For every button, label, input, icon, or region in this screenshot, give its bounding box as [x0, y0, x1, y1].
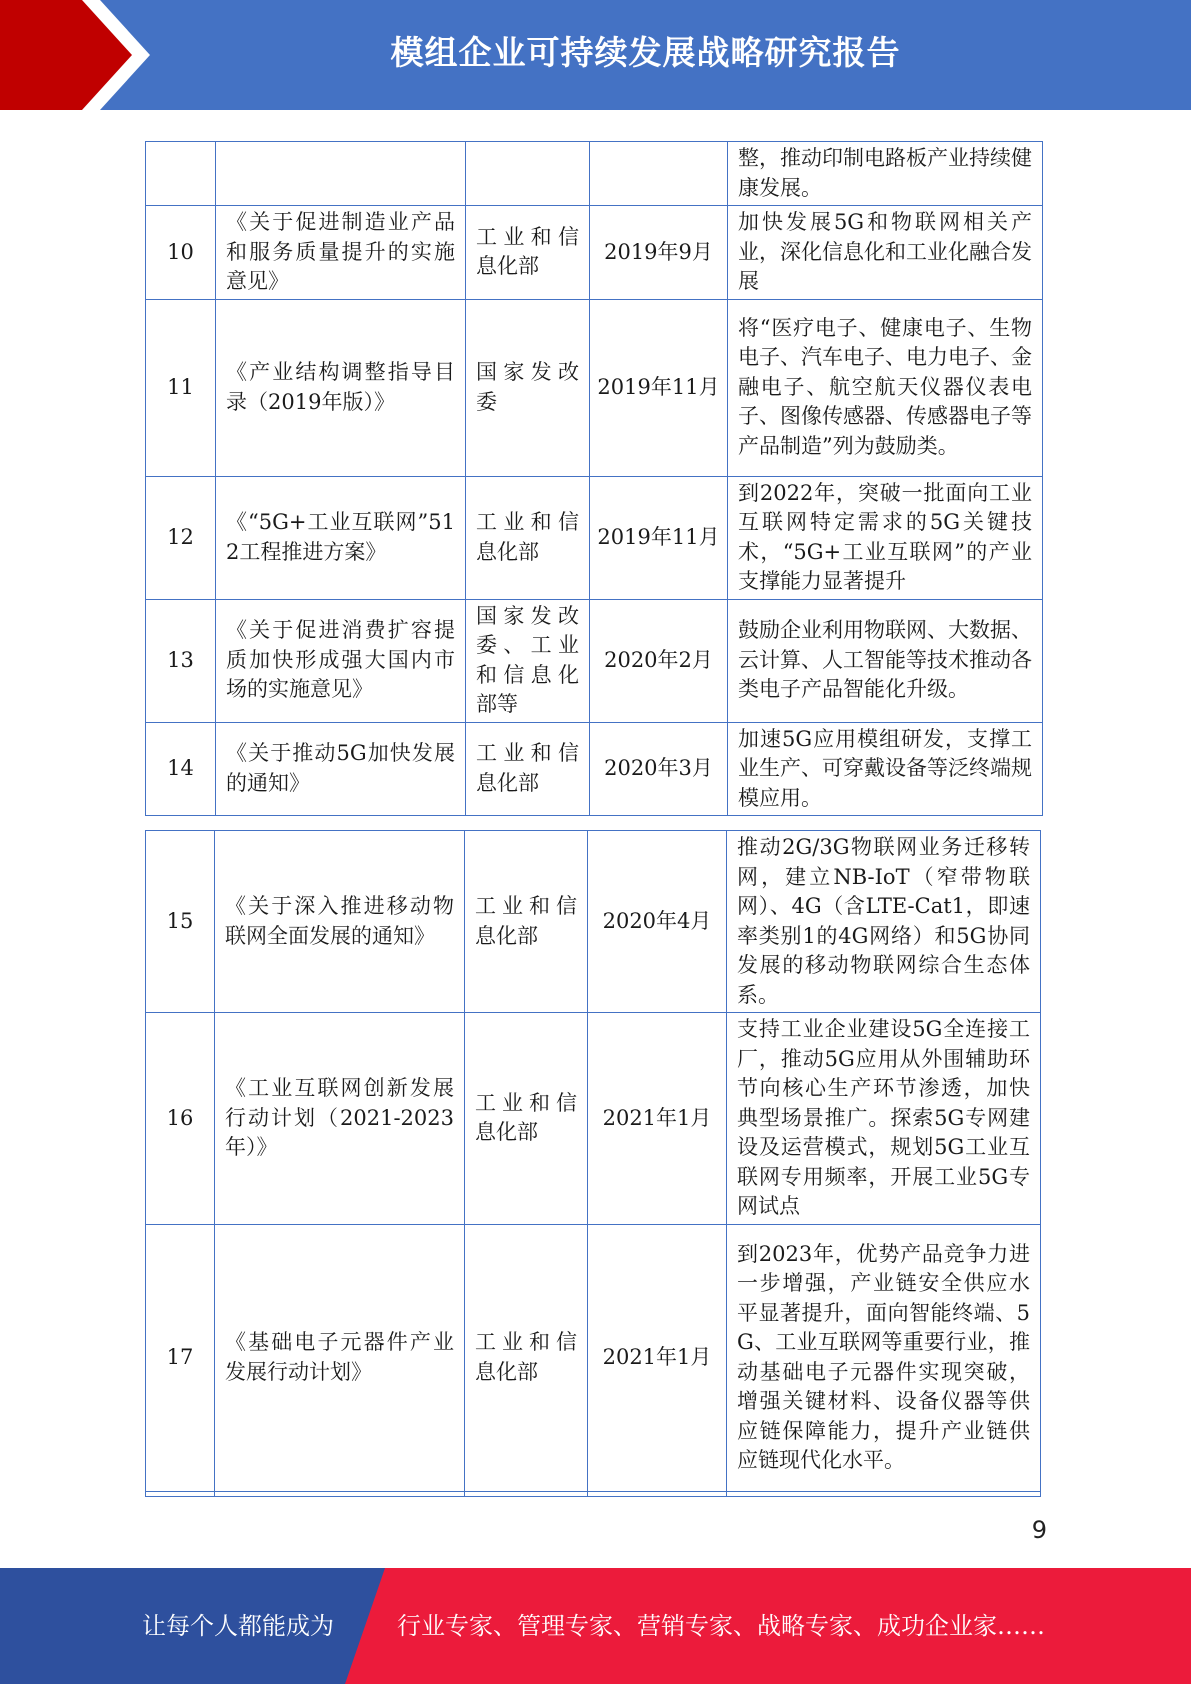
header-red-arrow-decoration [0, 0, 150, 110]
policy-description: 推动2G/3G物联网业务迁移转网，建立NB-IoT（窄带物联网）、4G（含LTE-Cat1，即速率类别1的4G网络）和5G协同发展的移动物联网综合生态体系。 [727, 831, 1041, 1013]
issue-date: 2021年1月 [588, 1013, 727, 1225]
policy-description: 到2022年，突破一批面向工业互联网特定需求的5G关键技术，“5G+工业互联网”的产业支撑能力显著提升 [728, 476, 1043, 599]
issuing-department: 工业和信息化部 [465, 1013, 588, 1225]
page-number: 9 [1031, 1516, 1047, 1544]
policy-name [216, 142, 466, 206]
page-header [0, 0, 1191, 110]
row-number [146, 1491, 215, 1496]
page-footer [0, 1568, 1191, 1684]
policy-description: 到2023年，优势产品竞争力进一步增强，产业链安全供应水平显著提升，面向智能终端、5G、工业互联网等重要行业，推动基础电子元器件实现突破，增强关键材料、设备仪器等供应链保障能力，提升产业链供应链现代化水平。 [727, 1224, 1041, 1491]
table-row [146, 599, 1043, 722]
table-row [146, 831, 1041, 1013]
issue-date: 2020年2月 [590, 599, 728, 722]
issue-date: 2019年11月 [590, 299, 728, 476]
policy-name: 《关于促进制造业产品和服务质量提升的实施意见》 [216, 206, 466, 300]
footer-slogan-right: 行业专家、管理专家、营销专家、战略专家、成功企业家…… [397, 1612, 1045, 1640]
policy-description: 鼓励企业利用物联网、大数据、云计算、人工智能等技术推动各类电子产品智能化升级。 [728, 599, 1043, 722]
policy-name: 《关于推动5G加快发展的通知》 [216, 722, 466, 816]
row-number: 16 [146, 1013, 215, 1225]
issuing-department [466, 142, 590, 206]
issue-date: 2021年1月 [588, 1224, 727, 1491]
issue-date: 2019年9月 [590, 206, 728, 300]
issue-date [590, 142, 728, 206]
policy-description: 整，推动印制电路板产业持续健康发展。 [728, 142, 1043, 206]
report-title: 模组企业可持续发展战略研究报告 [390, 33, 901, 72]
row-number: 11 [146, 299, 216, 476]
table-row [146, 476, 1043, 599]
issue-date [588, 1491, 727, 1496]
issuing-department: 工业和信息化部 [466, 476, 590, 599]
row-number: 17 [146, 1224, 215, 1491]
policy-description [727, 1491, 1041, 1496]
issuing-department: 工业和信息化部 [465, 831, 588, 1013]
issuing-department: 国家发改委、工业和信息化部等 [466, 599, 590, 722]
policy-description: 加速5G应用模组研发，支撑工业生产、可穿戴设备等泛终端规模应用。 [728, 722, 1043, 816]
row-number: 12 [146, 476, 216, 599]
policy-description: 加快发展5G和物联网相关产业，深化信息化和工业化融合发展 [728, 206, 1043, 300]
table-row [146, 299, 1043, 476]
issuing-department: 工业和信息化部 [465, 1224, 588, 1491]
table-row [146, 1224, 1041, 1491]
policy-name: 《“5G+工业互联网”512工程推进方案》 [216, 476, 466, 599]
table-row [146, 722, 1043, 816]
policy-name: 《关于促进消费扩容提质加快形成强大国内市场的实施意见》 [216, 599, 466, 722]
policy-table-bottom [145, 830, 1041, 1497]
policy-name: 《关于深入推进移动物联网全面发展的通知》 [215, 831, 465, 1013]
row-number: 14 [146, 722, 216, 816]
issuing-department: 工业和信息化部 [466, 206, 590, 300]
policy-name: 《工业互联网创新发展行动计划（2021-2023年）》 [215, 1013, 465, 1225]
table-row [146, 1491, 1041, 1496]
footer-slogan-left: 让每个人都能成为 [142, 1612, 334, 1640]
table-row [146, 206, 1043, 300]
policy-table-top [145, 141, 1043, 816]
table-row [146, 142, 1043, 206]
table-row [146, 1013, 1041, 1225]
policy-name: 《基础电子元器件产业发展行动计划》 [215, 1224, 465, 1491]
issue-date: 2020年4月 [588, 831, 727, 1013]
issuing-department: 工业和信息化部 [466, 722, 590, 816]
row-number: 10 [146, 206, 216, 300]
row-number: 15 [146, 831, 215, 1013]
issuing-department [465, 1491, 588, 1496]
policy-name: 《产业结构调整指导目录（2019年版）》 [216, 299, 466, 476]
policy-description: 将“医疗电子、健康电子、生物电子、汽车电子、电力电子、金融电子、航空航天仪器仪表电子、图像传感器、传感器电子等产品制造”列为鼓励类。 [728, 299, 1043, 476]
issue-date: 2019年11月 [590, 476, 728, 599]
issuing-department: 国家发改委 [466, 299, 590, 476]
row-number: 13 [146, 599, 216, 722]
row-number [146, 142, 216, 206]
policy-name [215, 1491, 465, 1496]
policy-description: 支持工业企业建设5G全连接工厂，推动5G应用从外围辅助环节向核心生产环节渗透，加快典型场景推广。探索5G专网建设及运营模式，规划5G工业互联网专用频率，开展工业5G专网试点 [727, 1013, 1041, 1225]
issue-date: 2020年3月 [590, 722, 728, 816]
